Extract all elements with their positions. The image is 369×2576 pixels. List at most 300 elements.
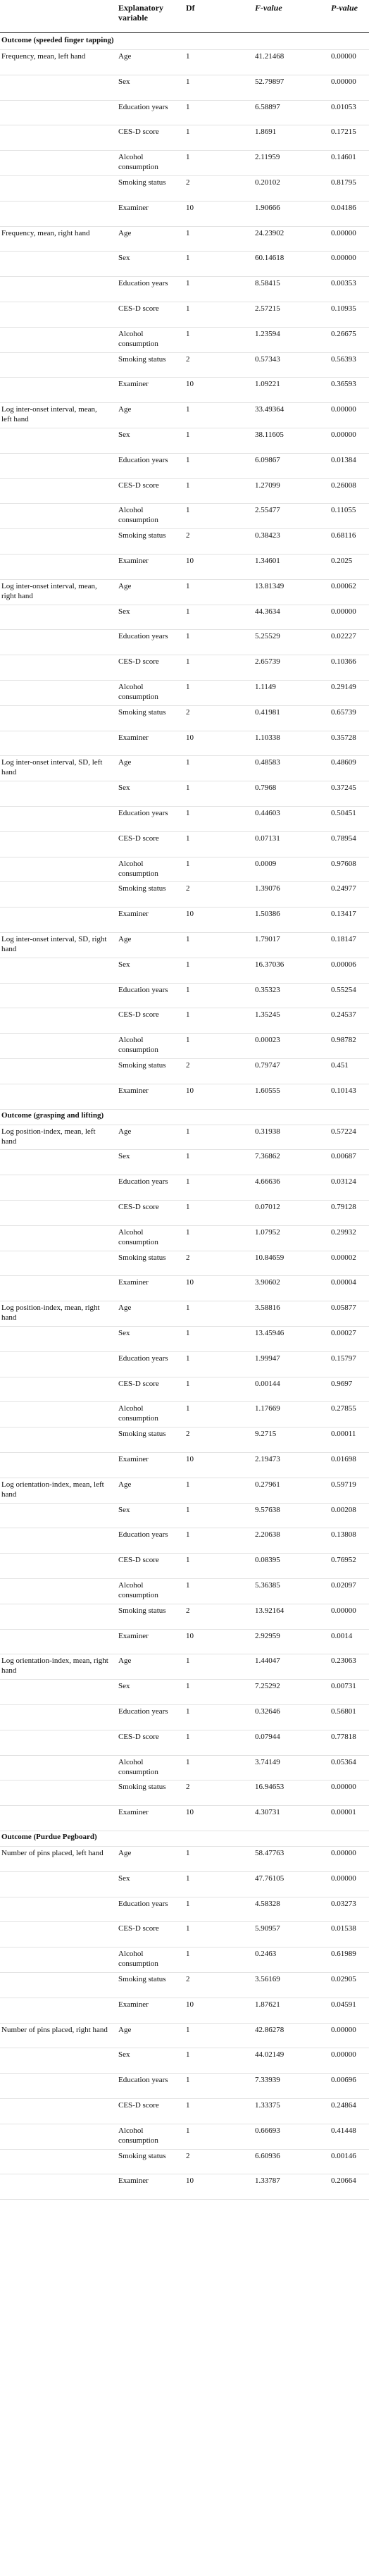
explanatory-variable: CES-D score (118, 1379, 159, 1388)
explanatory-variable: CES-D score (118, 304, 159, 313)
explanatory-variable: Alcohol consumption (118, 1950, 158, 1969)
f-value: 1.99947 (255, 1354, 280, 1363)
p-value: 0.03124 (331, 1177, 356, 1187)
table-row (0, 1478, 369, 1504)
f-value: 1.23594 (255, 329, 280, 338)
explanatory-variable: Smoking status (118, 354, 166, 364)
df-value: 10 (186, 733, 194, 742)
f-value: 9.57638 (255, 1505, 280, 1514)
p-value: 0.50451 (331, 809, 356, 817)
df-value: 1 (186, 657, 190, 667)
df-value: 10 (186, 1631, 194, 1640)
table-row (0, 1755, 369, 1781)
p-value: 0.24864 (331, 2101, 356, 2110)
outcome-label: Log position-index, mean, left hand (1, 1127, 96, 1146)
table-row (0, 1654, 369, 1680)
explanatory-variable: Sex (118, 784, 130, 793)
explanatory-variable: Examiner (118, 557, 149, 565)
outcome-label: Log inter-onset interval, mean, right hand (1, 581, 97, 600)
table-row (0, 100, 369, 126)
df-value: 1 (186, 834, 190, 843)
table-row (0, 1251, 369, 1277)
p-value: 0.00062 (331, 581, 356, 590)
table-row (0, 1846, 369, 1872)
table-row (0, 1604, 369, 1630)
table-row (0, 1553, 369, 1579)
explanatory-variable: Education years (118, 1177, 168, 1187)
p-value: 0.00027 (331, 1329, 356, 1337)
f-value: 0.7968 (255, 784, 277, 793)
df-value: 1 (186, 1924, 190, 1933)
f-value: 24.23902 (255, 228, 284, 237)
section-title: Outcome (Purdue Pegboard) (0, 1831, 369, 1847)
df-value: 1 (186, 935, 190, 943)
df-value: 1 (186, 1757, 190, 1766)
table-row (0, 2174, 369, 2200)
p-value: 0.2025 (331, 557, 353, 565)
table-row (0, 1998, 369, 2024)
f-value: 1.50386 (255, 910, 280, 919)
p-value: 0.48609 (331, 758, 356, 767)
df-value: 1 (186, 581, 190, 590)
explanatory-variable: CES-D score (118, 1203, 159, 1211)
table-row (0, 1200, 369, 1226)
p-value: 0.77818 (331, 1732, 356, 1741)
table-row (0, 2098, 369, 2124)
explanatory-variable: Examiner (118, 1455, 149, 1463)
p-value: 0.29932 (331, 1227, 356, 1237)
f-value: 6.09867 (255, 455, 280, 464)
table-row (0, 377, 369, 403)
f-value: 0.00144 (255, 1379, 280, 1388)
p-value: 0.00000 (331, 1874, 356, 1883)
df-value: 1 (186, 683, 190, 691)
df-value: 10 (186, 380, 194, 389)
df-value: 1 (186, 153, 190, 162)
table-row (0, 1275, 369, 1301)
table-row (0, 1704, 369, 1730)
explanatory-variable: CES-D score (118, 2101, 159, 2110)
df-value: 1 (186, 1127, 190, 1136)
explanatory-variable: Smoking status (118, 531, 166, 540)
explanatory-variable: Smoking status (118, 178, 166, 187)
table-row (0, 1972, 369, 1998)
df-value: 10 (186, 1278, 194, 1287)
f-value: 2.57215 (255, 304, 280, 313)
f-value: 1.27099 (255, 481, 280, 490)
df-value: 1 (186, 1480, 190, 1489)
p-value: 0.10143 (331, 1086, 356, 1095)
explanatory-variable: Alcohol consumption (118, 506, 158, 525)
table-row (0, 958, 369, 984)
f-value: 1.34601 (255, 557, 280, 565)
df-value: 10 (186, 1455, 194, 1463)
f-value: 0.31938 (255, 1127, 280, 1136)
p-value: 0.02227 (331, 632, 356, 641)
table-row (0, 857, 369, 883)
explanatory-variable: Alcohol consumption (118, 329, 158, 348)
explanatory-variable: Age (118, 1849, 132, 1857)
table-row (0, 503, 369, 529)
table-row (0, 201, 369, 227)
table-row (0, 1401, 369, 1428)
f-value: 16.37036 (255, 960, 284, 969)
p-value: 0.35728 (331, 733, 356, 742)
table-row (0, 605, 369, 631)
explanatory-variable: Smoking status (118, 1061, 166, 1070)
df-value: 1 (186, 809, 190, 817)
p-value: 0.00006 (331, 960, 356, 969)
df-value: 2 (186, 354, 190, 364)
df-value: 2 (186, 1783, 190, 1792)
df-value: 1 (186, 1354, 190, 1363)
f-value: 1.07952 (255, 1227, 280, 1237)
p-value: 0.65739 (331, 707, 356, 717)
explanatory-variable: CES-D score (118, 834, 159, 843)
p-value: 0.00000 (331, 1783, 356, 1792)
f-value: 3.56169 (255, 1975, 280, 1983)
explanatory-variable: Sex (118, 1505, 130, 1514)
explanatory-variable: Age (118, 1480, 132, 1489)
explanatory-variable: Examiner (118, 2176, 149, 2186)
p-value: 0.00146 (331, 2151, 356, 2160)
p-value: 0.05364 (331, 1757, 356, 1766)
f-value: 33.49364 (255, 405, 284, 414)
p-value: 0.20664 (331, 2176, 356, 2186)
p-value: 0.79128 (331, 1203, 356, 1211)
explanatory-variable: Age (118, 228, 132, 237)
explanatory-variable: Education years (118, 455, 168, 464)
f-value: 5.36385 (255, 1581, 280, 1590)
explanatory-variable: Education years (118, 632, 168, 641)
table-row (0, 932, 369, 958)
f-value: 0.07012 (255, 1203, 280, 1211)
f-value: 1.87621 (255, 2000, 280, 2009)
p-value: 0.97608 (331, 859, 356, 868)
df-value: 1 (186, 1010, 190, 1020)
explanatory-variable: Smoking status (118, 1606, 166, 1615)
p-value: 0.00004 (331, 1278, 356, 1287)
p-value: 0.00001 (331, 1808, 356, 1817)
table-row (0, 150, 369, 176)
section-title: Outcome (grasping and lifting) (0, 1109, 369, 1125)
table-row (0, 1326, 369, 1352)
p-value: 0.14601 (331, 153, 356, 162)
explanatory-variable: Examiner (118, 2000, 149, 2009)
df-value: 10 (186, 203, 194, 212)
table-row (0, 1225, 369, 1251)
f-value: 1.60555 (255, 1086, 280, 1095)
f-value: 1.90666 (255, 203, 280, 212)
outcome-label: Frequency, mean, right hand (1, 228, 90, 237)
p-value: 0.61989 (331, 1950, 356, 1959)
f-value: 7.36862 (255, 1152, 280, 1161)
p-value: 0.23063 (331, 1657, 356, 1666)
table-row (0, 528, 369, 555)
table-row (0, 705, 369, 731)
explanatory-variable: Education years (118, 2076, 168, 2085)
explanatory-variable: Education years (118, 1530, 168, 1540)
explanatory-variable: CES-D score (118, 657, 159, 667)
explanatory-variable: Examiner (118, 910, 149, 919)
f-value: 5.90957 (255, 1924, 280, 1933)
p-value: 0.00000 (331, 52, 356, 61)
table-row (0, 276, 369, 302)
explanatory-variable: Sex (118, 1874, 130, 1883)
p-value: 0.68116 (331, 531, 356, 540)
explanatory-variable: Education years (118, 1354, 168, 1363)
f-value: 0.08395 (255, 1556, 280, 1565)
table-row (0, 1503, 369, 1529)
df-value: 2 (186, 1430, 190, 1439)
df-value: 1 (186, 431, 190, 439)
table-row (0, 1452, 369, 1478)
f-value: 10.84659 (255, 1253, 284, 1262)
p-value: 0.00011 (331, 1430, 356, 1439)
p-value: 0.26675 (331, 329, 356, 338)
p-value: 0.00000 (331, 405, 356, 414)
p-value: 0.451 (331, 1061, 349, 1070)
f-value: 1.79017 (255, 935, 280, 943)
explanatory-variable: Smoking status (118, 2151, 166, 2160)
df-value: 10 (186, 2000, 194, 2009)
explanatory-variable: CES-D score (118, 1010, 159, 1020)
table-row (0, 1301, 369, 1327)
f-value: 0.0009 (255, 859, 277, 868)
f-value: 1.35245 (255, 1010, 280, 1020)
p-value: 0.04591 (331, 2000, 356, 2009)
f-value: 0.66693 (255, 2126, 280, 2135)
df-value: 1 (186, 254, 190, 263)
p-value: 0.56393 (331, 354, 356, 364)
p-value: 0.00208 (331, 1505, 356, 1514)
explanatory-variable: Sex (118, 254, 130, 263)
table-row (0, 755, 369, 781)
explanatory-variable: Alcohol consumption (118, 2126, 158, 2145)
table-row (0, 251, 369, 277)
df-value: 1 (186, 632, 190, 641)
df-value: 1 (186, 1950, 190, 1959)
explanatory-variable: Alcohol consumption (118, 683, 158, 701)
df-value: 1 (186, 1899, 190, 1908)
explanatory-variable: Age (118, 935, 132, 943)
table-row (0, 453, 369, 479)
p-value: 0.00000 (331, 254, 356, 263)
table-row (0, 2124, 369, 2150)
table-row (0, 1578, 369, 1604)
explanatory-variable: Education years (118, 985, 168, 994)
df-value: 1 (186, 102, 190, 111)
f-value: 1.39076 (255, 884, 280, 893)
explanatory-variable: Alcohol consumption (118, 1581, 158, 1599)
explanatory-variable: CES-D score (118, 128, 159, 137)
p-value: 0.00000 (331, 431, 356, 439)
df-value: 1 (186, 304, 190, 313)
df-value: 1 (186, 1329, 190, 1337)
explanatory-variable: Age (118, 1127, 132, 1136)
table-row (0, 1377, 369, 1403)
df-value: 1 (186, 985, 190, 994)
df-value: 1 (186, 1505, 190, 1514)
p-value: 0.76952 (331, 1556, 356, 1565)
df-value: 1 (186, 279, 190, 288)
header-f-value: F-value (255, 3, 282, 13)
f-value: 3.90602 (255, 1278, 280, 1287)
df-value: 1 (186, 607, 190, 616)
explanatory-variable: Smoking status (118, 1430, 166, 1439)
df-value: 1 (186, 1530, 190, 1540)
explanatory-variable: Education years (118, 809, 168, 817)
df-value: 1 (186, 1036, 190, 1045)
f-value: 3.74149 (255, 1757, 280, 1766)
explanatory-variable: Alcohol consumption (118, 1404, 158, 1423)
explanatory-variable: Age (118, 405, 132, 414)
f-value: 0.38423 (255, 531, 280, 540)
df-value: 1 (186, 859, 190, 868)
table-row (0, 1780, 369, 1806)
p-value: 0.78954 (331, 834, 356, 843)
f-value: 1.33375 (255, 2101, 280, 2110)
f-value: 3.58816 (255, 1304, 280, 1313)
f-value: 7.33939 (255, 2076, 280, 2085)
df-value: 2 (186, 1606, 190, 1615)
table-row (0, 831, 369, 857)
df-value: 1 (186, 329, 190, 338)
outcome-label: Log inter-onset interval, SD, right hand (1, 935, 107, 953)
f-value: 13.45946 (255, 1329, 284, 1337)
table-row (0, 226, 369, 252)
table-row (0, 75, 369, 101)
f-value: 60.14618 (255, 254, 284, 263)
explanatory-variable: Education years (118, 1707, 168, 1716)
p-value: 0.00000 (331, 607, 356, 616)
df-value: 1 (186, 52, 190, 61)
p-value: 0.00000 (331, 2050, 356, 2060)
explanatory-variable: Sex (118, 1329, 130, 1337)
p-value: 0.10935 (331, 304, 356, 313)
f-value: 44.3634 (255, 607, 280, 616)
p-value: 0.0014 (331, 1631, 353, 1640)
p-value: 0.27855 (331, 1404, 356, 1413)
p-value: 0.01538 (331, 1924, 356, 1933)
table-header (0, 0, 369, 33)
p-value: 0.02097 (331, 1581, 356, 1590)
f-value: 0.07131 (255, 834, 280, 843)
explanatory-variable: CES-D score (118, 1732, 159, 1741)
p-value: 0.00353 (331, 279, 356, 288)
explanatory-variable: Sex (118, 431, 130, 439)
table-row (0, 2073, 369, 2099)
df-value: 1 (186, 1732, 190, 1741)
table-row (0, 49, 369, 75)
df-value: 2 (186, 1975, 190, 1983)
explanatory-variable: Alcohol consumption (118, 1227, 158, 1246)
p-value: 0.02905 (331, 1975, 356, 1983)
p-value: 0.00002 (331, 1253, 356, 1262)
explanatory-variable: Sex (118, 607, 130, 616)
explanatory-variable: Age (118, 1657, 132, 1666)
df-value: 10 (186, 1808, 194, 1817)
table-row (0, 327, 369, 353)
df-value: 10 (186, 2176, 194, 2186)
f-value: 2.20638 (255, 1530, 280, 1540)
df-value: 1 (186, 1657, 190, 1666)
explanatory-variable: Smoking status (118, 707, 166, 717)
table-row (0, 175, 369, 202)
df-value: 1 (186, 1682, 190, 1691)
table-row (0, 302, 369, 328)
df-value: 1 (186, 784, 190, 793)
table-row (0, 1084, 369, 1110)
f-value: 47.76105 (255, 1874, 284, 1883)
df-value: 2 (186, 2151, 190, 2160)
table-row (0, 1351, 369, 1377)
f-value: 4.30731 (255, 1808, 280, 1817)
explanatory-variable: Smoking status (118, 1783, 166, 1792)
explanatory-variable: Age (118, 1304, 132, 1313)
f-value: 58.47763 (255, 1849, 284, 1857)
f-value: 4.66636 (255, 1177, 280, 1187)
p-value: 0.01053 (331, 102, 356, 111)
section-title: Outcome (speeded finger tapping) (0, 34, 369, 50)
f-value: 0.27961 (255, 1480, 280, 1489)
df-value: 1 (186, 1304, 190, 1313)
df-value: 1 (186, 1581, 190, 1590)
explanatory-variable: Smoking status (118, 1253, 166, 1262)
explanatory-variable: Sex (118, 2050, 130, 2060)
f-value: 0.48583 (255, 758, 280, 767)
table-row (0, 881, 369, 908)
p-value: 0.36593 (331, 380, 356, 389)
explanatory-variable: Examiner (118, 1631, 149, 1640)
p-value: 0.81795 (331, 178, 356, 187)
explanatory-variable: Examiner (118, 733, 149, 742)
table-row (0, 680, 369, 706)
df-value: 2 (186, 707, 190, 717)
df-value: 2 (186, 531, 190, 540)
table-row (0, 1629, 369, 1655)
df-value: 1 (186, 506, 190, 515)
f-value: 1.33787 (255, 2176, 280, 2186)
df-value: 1 (186, 1203, 190, 1211)
f-value: 2.55477 (255, 506, 280, 515)
f-value: 5.25529 (255, 632, 280, 641)
f-value: 52.79897 (255, 77, 284, 86)
table-row (0, 428, 369, 454)
explanatory-variable: Examiner (118, 1808, 149, 1817)
table-row (0, 629, 369, 655)
p-value: 0.55254 (331, 985, 356, 994)
explanatory-variable: Age (118, 2025, 132, 2034)
table-row (0, 1679, 369, 1705)
table-row (0, 2023, 369, 2049)
f-value: 38.11605 (255, 431, 284, 439)
explanatory-variable: Age (118, 758, 132, 767)
df-value: 1 (186, 1152, 190, 1161)
table-row (0, 478, 369, 504)
table-row (0, 579, 369, 605)
f-value: 13.92164 (255, 1606, 284, 1615)
explanatory-variable: Examiner (118, 1278, 149, 1287)
table-row (0, 655, 369, 681)
f-value: 0.2463 (255, 1950, 277, 1959)
df-value: 1 (186, 1874, 190, 1883)
header-df: Df (186, 3, 195, 13)
table-row (0, 1008, 369, 1034)
table-row (0, 983, 369, 1009)
table-row (0, 2149, 369, 2175)
p-value: 0.15797 (331, 1354, 356, 1363)
